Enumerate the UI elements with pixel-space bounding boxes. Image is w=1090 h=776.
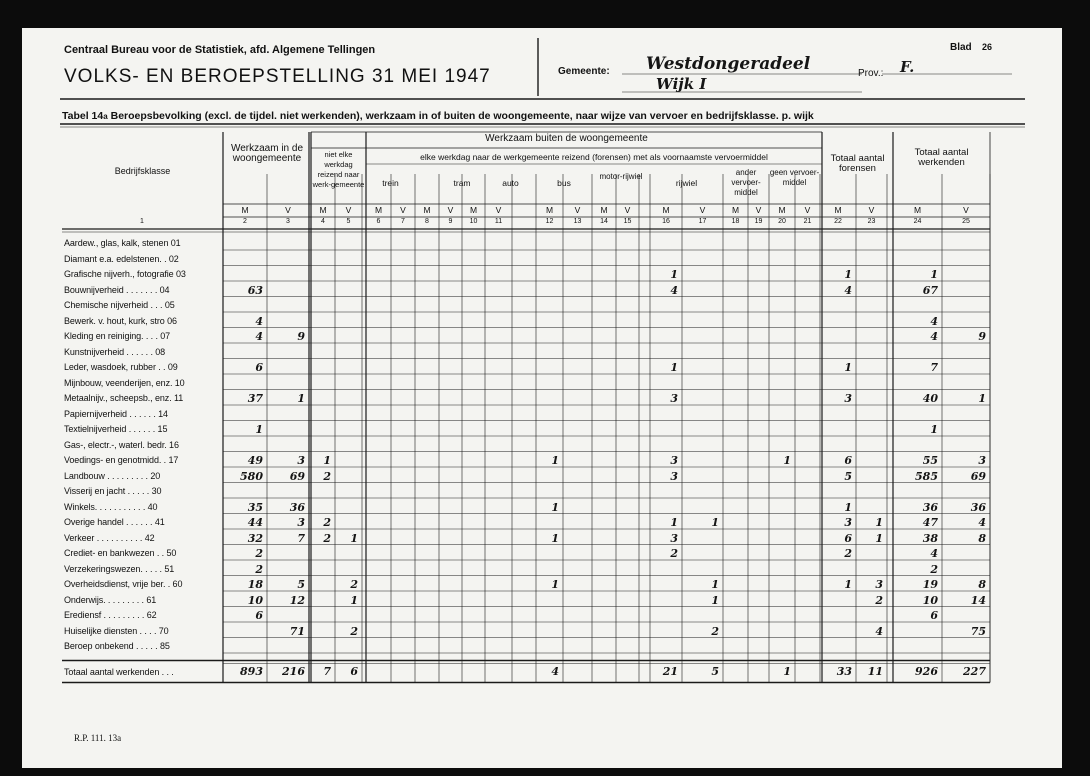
data-cell: 9 [297, 330, 305, 343]
data-cell: 8 [978, 578, 986, 591]
data-cell: 3 [978, 454, 986, 467]
data-cell: 63 [247, 283, 263, 297]
data-cell: 2 [930, 562, 938, 576]
data-cell: 1 [551, 578, 559, 591]
data-cell: 55 [922, 454, 938, 467]
col-number: 21 [803, 218, 812, 225]
mv-label: V [400, 205, 406, 215]
data-cell: 1 [297, 392, 305, 405]
data-cell: 5 [297, 578, 305, 591]
data-cell: 10 [247, 593, 263, 607]
bureau-line: Centraal Bureau voor de Statistiek, afd. Algemene Tellingen [64, 44, 376, 56]
data-cell: 3 [670, 531, 678, 545]
data-cell: 1 [670, 361, 678, 374]
data-cell: 1 [711, 593, 719, 607]
data-cell: 2 [323, 469, 331, 483]
data-cell: 2 [875, 593, 883, 607]
mv-label: M [913, 205, 922, 215]
row-label: Kunstnijverheid . . . . . . 08 [64, 346, 166, 357]
row-label: Papiernijverheid . . . . . . 14 [64, 408, 168, 419]
data-cell: 1 [783, 454, 791, 467]
row-label: Chemische nijverheid . . . 05 [64, 300, 175, 310]
total-cell: 11 [867, 664, 883, 678]
data-cell: 36 [289, 500, 305, 514]
data-cell: 3 [297, 516, 305, 529]
col-tram: tram [453, 178, 471, 188]
mv-label: V [624, 205, 631, 215]
blad-number: 26 [982, 42, 993, 52]
data-cell: 2 [670, 547, 678, 560]
col-number: 8 [425, 218, 429, 225]
data-cell: 2 [323, 516, 331, 529]
row-label: Gas-, electr.-, waterl. bedr. 16 [64, 439, 179, 450]
col-number: 11 [494, 218, 503, 225]
data-cell: 5 [844, 469, 852, 483]
col-number: 19 [754, 218, 763, 225]
row-label: Winkels. . . . . . . . . . . 40 [64, 501, 158, 512]
data-cell: 2 [255, 547, 263, 560]
col-number: 22 [834, 218, 842, 225]
data-cell: 8 [978, 531, 986, 545]
col-bedrijfsklasse: Bedrijfsklasse [114, 166, 171, 176]
col-niet-elke: niet elke werkdag reizend naar werk-gemeente [312, 150, 365, 189]
table-title-suffix: en bedrijfsklasse. p. wijk [690, 110, 814, 122]
mv-label: M [374, 205, 383, 215]
col-number: 2 [243, 218, 247, 225]
data-cell: 1 [350, 593, 358, 607]
data-cell: 1 [844, 578, 852, 591]
col-number: 24 [913, 218, 922, 225]
data-cell: 1 [844, 268, 852, 281]
col-geen: geen vervoer-middel [769, 168, 820, 187]
total-cell: 926 [915, 664, 938, 678]
row-label: Overige handel . . . . . . 41 [64, 517, 165, 527]
prov-label: Prov.: [858, 68, 884, 79]
data-cell: 4 [930, 330, 938, 343]
col-number: 16 [662, 218, 670, 225]
data-cell: 1 [551, 531, 559, 545]
col-auto: auto [502, 178, 519, 188]
data-cell: 69 [970, 469, 986, 483]
data-cell: 1 [711, 516, 719, 529]
col-number: 15 [623, 218, 632, 225]
mv-label: V [285, 205, 291, 215]
col-number: 9 [448, 218, 453, 225]
data-cell: 4 [255, 330, 263, 343]
mv-label: V [755, 205, 762, 215]
data-cell: 44 [247, 516, 263, 529]
data-cell: 40 [922, 392, 938, 405]
data-cell: 14 [970, 593, 986, 607]
data-cell: 1 [930, 268, 938, 281]
data-cell: 585 [915, 469, 938, 483]
col-bus: bus [557, 178, 571, 188]
data-cell: 37 [247, 392, 263, 405]
row-label: Erediensf . . . . . . . . . 62 [64, 610, 157, 620]
data-cell: 1 [930, 423, 938, 436]
col-number: 20 [778, 218, 786, 225]
data-cell: 47 [922, 516, 938, 529]
data-cell: 12 [289, 593, 305, 607]
mv-label: V [963, 205, 969, 215]
gemeente-value: Westdongeradeel [646, 54, 811, 74]
mv-label: M [319, 205, 327, 215]
total-row-label: Totaal aantal werkenden . . . [64, 666, 174, 677]
mv-label: V [495, 205, 502, 215]
row-label: Beroep onbekend . . . . . 85 [64, 641, 170, 651]
data-cell: 7 [297, 531, 305, 545]
col-number: 23 [867, 218, 876, 225]
data-cell: 69 [289, 469, 305, 483]
row-label: Diamant e.a. edelstenen. . 02 [64, 253, 179, 264]
total-cell: 4 [551, 664, 559, 678]
data-cell: 4 [930, 314, 938, 328]
col-number: 25 [962, 218, 970, 225]
row-label: Landbouw . . . . . . . . . 20 [64, 470, 161, 481]
data-cell: 1 [670, 268, 678, 281]
data-cell: 1 [255, 423, 263, 436]
mv-label: V [804, 205, 811, 215]
col-number: 3 [286, 218, 290, 225]
data-cell: 1 [875, 516, 883, 529]
data-cell: 3 [670, 469, 678, 483]
col-number: 7 [401, 218, 405, 225]
row-label: Bouwnijverheid . . . . . . . 04 [64, 284, 170, 295]
col-number: 5 [346, 218, 351, 225]
table-title [62, 110, 814, 122]
form-title: VOLKS- EN BEROEPSTELLING 31 MEI 1947 [64, 66, 491, 87]
col-number: 14 [600, 218, 608, 225]
mv-label: M [731, 205, 740, 215]
col-number: 4 [321, 218, 325, 225]
data-cell: 2 [350, 624, 358, 638]
total-cell: 6 [350, 664, 358, 678]
total-cell: 33 [836, 664, 852, 678]
data-cell: 1 [978, 392, 986, 405]
total-cell: 5 [711, 664, 719, 678]
table-mark: a [103, 112, 108, 121]
form-code: R.P. 111. 13a [74, 733, 122, 743]
table-title-text: Beroepsbevolking (excl. de tijdel. niet werkenden), werkzaam in of buiten de woongemeente, naar wijze van vervoer [110, 110, 688, 122]
data-cell: 36 [922, 500, 938, 514]
data-cell: 3 [844, 516, 852, 529]
col-rijwiel: rijwiel [675, 178, 698, 188]
mv-label: M [662, 205, 670, 215]
col-number: 12 [545, 218, 554, 225]
data-cell: 3 [875, 578, 883, 591]
mv-label: M [469, 205, 478, 215]
data-cell: 1 [551, 500, 559, 514]
data-cell: 4 [875, 624, 883, 638]
data-cell: 36 [970, 500, 986, 514]
data-cell: 1 [551, 454, 559, 467]
total-cell: 227 [963, 664, 986, 678]
row-label: Crediet- en bankwezen . . 50 [64, 548, 177, 558]
data-cell: 6 [255, 609, 263, 622]
col-number: 18 [731, 218, 740, 225]
data-cell: 1 [711, 578, 719, 591]
row-label: Mijnbouw, veenderijen, enz. 10 [64, 377, 185, 388]
data-cell: 2 [350, 578, 358, 591]
row-label: Voedings- en genotmidd. . 17 [64, 455, 179, 465]
data-cell: 71 [289, 624, 305, 638]
table-number: Tabel 14 [62, 110, 104, 122]
data-cell: 4 [978, 516, 986, 529]
mv-label: V [447, 205, 454, 215]
row-label: Onderwijs. . . . . . . . . 61 [64, 594, 157, 605]
mv-label: M [778, 205, 786, 215]
mv-label: V [345, 205, 352, 215]
row-label: Verkeer . . . . . . . . . . 42 [64, 532, 155, 543]
data-cell: 2 [711, 624, 719, 638]
col-number: 13 [573, 218, 582, 225]
data-cell: 38 [922, 531, 938, 545]
mv-label: M [241, 205, 249, 215]
data-cell: 6 [255, 361, 263, 374]
mv-label: V [574, 205, 581, 215]
data-cell: 2 [323, 531, 331, 545]
col-elke-werkdag: elke werkdag naar de werkgemeente reizend (forensen) met als voornaamste vervoermiddel [420, 152, 768, 162]
census-form-sheet [22, 28, 1062, 768]
data-cell: 35 [247, 500, 263, 514]
data-cell: 4 [255, 314, 263, 328]
mv-label: V [699, 205, 706, 215]
data-cell: 19 [922, 578, 938, 591]
row-label: Visserij en jacht . . . . . 30 [64, 486, 162, 496]
data-cell: 2 [255, 562, 263, 576]
data-cell: 1 [350, 531, 358, 545]
row-label: Kleding en reiniging. . . . 07 [64, 331, 171, 341]
data-cell: 10 [922, 593, 938, 607]
row-label: Grafische nijverh., fotografie 03 [64, 269, 186, 279]
data-cell: 18 [247, 578, 263, 591]
row-label: Metaalnijv., scheepsb., enz. 11 [64, 393, 184, 403]
data-cell: 3 [670, 454, 678, 467]
data-cell: 75 [970, 624, 986, 638]
data-cell: 1 [875, 531, 883, 545]
total-cell: 893 [240, 664, 263, 678]
data-cell: 1 [323, 454, 331, 467]
row-label: Aardew., glas, kalk, stenen 01 [64, 238, 181, 248]
col-number: 17 [698, 218, 707, 225]
mv-label: V [868, 205, 875, 215]
col-ander: ander vervoer-middel [731, 168, 761, 197]
mv-label: M [600, 205, 608, 215]
row-label: Textielnijverheid . . . . . . 15 [64, 424, 168, 434]
col-totaal-werkenden: Totaal aantal werkenden [914, 147, 969, 168]
wijk-value: Wijk I [656, 75, 707, 93]
total-cell: 1 [783, 664, 791, 678]
row-label: Leder, wasdoek, rubber . . 09 [64, 362, 178, 372]
data-cell: 4 [670, 283, 678, 297]
data-cell: 32 [247, 531, 263, 545]
data-cell: 6 [930, 609, 938, 622]
row-label: Bewerk. v. hout, kurk, stro 06 [64, 315, 177, 326]
total-cell: 21 [662, 664, 678, 678]
mv-label: M [545, 205, 554, 215]
total-cell: 216 [282, 664, 305, 678]
col-number: 1 [140, 218, 144, 225]
data-cell: 6 [844, 531, 852, 545]
col-werkzaam-in: Werkzaam in de woongemeente [230, 143, 304, 164]
gemeente-label: Gemeente: [558, 66, 610, 77]
col-trein: trein [382, 178, 399, 188]
data-cell: 3 [670, 392, 678, 405]
mv-label: M [834, 205, 842, 215]
row-label: Verzekeringswezen. . . . . 51 [64, 563, 175, 574]
col-motorrijwiel: motor-rijwiel [599, 172, 643, 181]
mv-label: M [423, 205, 431, 215]
col-number: 6 [376, 218, 381, 225]
row-label: Overheidsdienst, vrije ber. . 60 [64, 579, 183, 589]
total-cell: 7 [323, 664, 331, 678]
data-cell: 1 [670, 516, 678, 529]
prov-value: F. [900, 58, 915, 76]
data-cell: 3 [297, 454, 305, 467]
data-cell: 7 [930, 361, 938, 374]
data-cell: 580 [240, 469, 263, 483]
data-cell: 2 [844, 547, 852, 560]
data-cell: 49 [247, 454, 263, 467]
blad-label: Blad [950, 42, 972, 53]
data-cell: 3 [844, 392, 852, 405]
col-number: 10 [469, 218, 478, 225]
data-cell: 6 [844, 454, 852, 467]
data-cell: 4 [930, 547, 938, 560]
data-cell: 1 [844, 361, 852, 374]
data-cell: 1 [844, 500, 852, 514]
data-cell: 4 [844, 283, 852, 297]
data-cell: 67 [922, 283, 938, 297]
row-label: Huiselijke diensten . . . . 70 [64, 625, 169, 636]
col-totaal-forensen: Totaal aantal forensen [830, 153, 885, 174]
data-cell: 9 [978, 330, 986, 343]
col-werkzaam-buiten: Werkzaam buiten de woongemeente [485, 133, 648, 144]
